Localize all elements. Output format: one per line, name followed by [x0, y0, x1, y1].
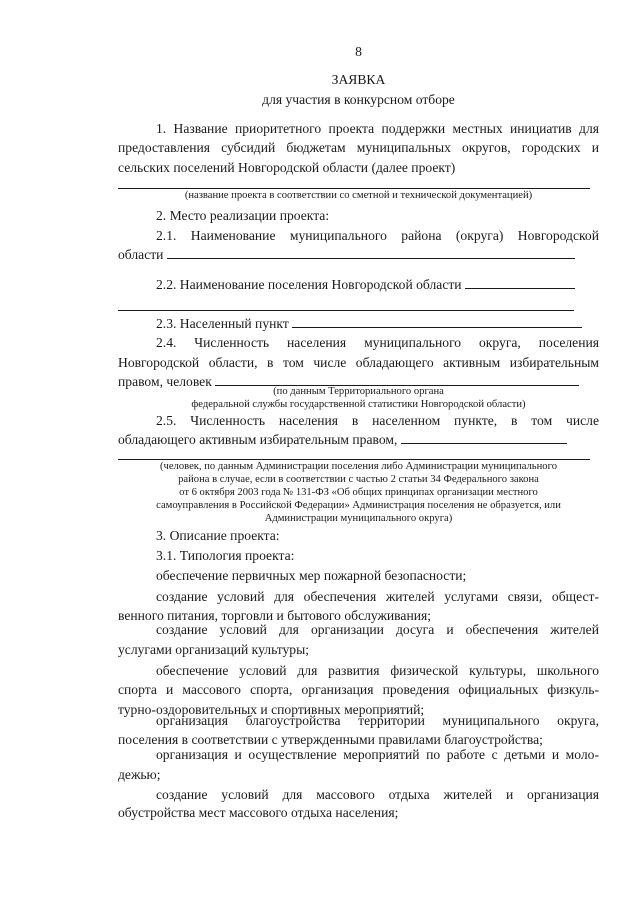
typology-sport-line2: спорта и массового спорта, организация проведения официальных физкуль-	[118, 682, 599, 697]
locality-population-blank-cont	[118, 459, 590, 460]
section3-subheading: 3.1. Типология проекта:	[156, 548, 295, 563]
section1-line1: 1. Название приоритетного проекта поддержки местных инициатив для	[156, 121, 599, 136]
section1-line3: сельских поселений Новгородской области (далее проект)	[118, 160, 456, 175]
typology-fire-safety: обеспечение первичных мер пожарной безопасности;	[156, 568, 467, 583]
typology-services-line2: венного питания, торговли и бытового обслуживания;	[118, 608, 432, 623]
item21-line1: 2.1. Наименование муниципального района (округа) Новгородской	[156, 228, 599, 243]
document-title: ЗАЯВКА	[331, 72, 386, 87]
typology-recreation-line2: обустройства мест массового отдыха населения;	[118, 805, 399, 820]
population-blank	[215, 374, 579, 386]
item22-line	[118, 277, 599, 293]
item25-caption1: (человек, по данным Администрации поселения либо Администрации муниципального	[160, 461, 557, 472]
district-name-blank	[167, 247, 575, 259]
typology-services-line1: создание условий для обеспечения жителей услугами связи, общест-	[156, 589, 599, 604]
item23-line	[118, 316, 599, 332]
typology-sport-line3: турно-оздоровительных и спортивных мероприятий;	[118, 702, 425, 717]
typology-youth-line1: организация и осуществление мероприятий по работе с детьми и моло-	[156, 747, 599, 762]
item24-caption1: (по данным Территориального органа	[273, 386, 444, 397]
locality-blank	[292, 316, 582, 328]
settlement-name-blank	[465, 277, 575, 289]
item25-caption4: самоуправления в Российской Федерации» Администрация поселения не образуется, или	[156, 500, 561, 511]
locality-population-blank	[401, 432, 567, 444]
settlement-name-blank-cont	[118, 310, 574, 311]
typology-youth-line2: дежью;	[118, 767, 161, 782]
item23-label: 2.3. Населенный пункт	[156, 316, 289, 331]
item24-label: правом, человек	[118, 374, 212, 389]
typology-sport-line1: обеспечение условий для развития физической культуры, школьного	[156, 663, 599, 678]
item21-line2	[118, 247, 599, 263]
project-name-caption: (название проекта в соответствии со сметной и технической документацией)	[184, 190, 533, 201]
item21-label: области	[118, 247, 164, 262]
item25-line2	[118, 432, 599, 448]
typology-landscaping-line2: поселения в соответствии с утвержденными правилами благоустройства;	[118, 732, 543, 747]
item25-caption3: от 6 октября 2003 года № 131-ФЗ «Об общих принципах организации местного	[179, 487, 538, 498]
typology-culture-line2: услугами организаций культуры;	[118, 642, 310, 657]
item25-caption5: Администрации муниципального округа)	[264, 513, 453, 524]
item25-line1: 2.5. Численность населения в населенном пункте, в том числе	[156, 413, 599, 428]
typology-culture-line1: создание условий для организации досуга и обеспечения жителей	[156, 622, 599, 637]
section3-heading: 3. Описание проекта:	[156, 528, 280, 543]
typology-landscaping-line1: организация благоустройства территории муниципального округа,	[156, 713, 599, 728]
project-name-blank	[118, 188, 590, 189]
item22-label: 2.2. Наименование поселения Новгородской области	[156, 277, 462, 292]
section2-heading: 2. Место реализации проекта:	[156, 208, 330, 223]
item25-caption2: района в случае, если в соответствии с частью 2 статьи 34 Федерального закона	[178, 474, 539, 485]
typology-recreation-line1: создание условий для массового отдыха жителей и организация	[156, 787, 599, 802]
document-subtitle: для участия в конкурсном отборе	[262, 92, 455, 107]
item24-line2: Новгородской области, в том числе обладающего активным избирательным	[118, 355, 599, 370]
item24-line1: 2.4. Численность населения муниципального округа, поселения	[156, 335, 599, 350]
item24-caption2: федеральной службы государственной статистики Новгородской области)	[191, 399, 526, 410]
item25-label: обладающего активным избирательным правом,	[118, 432, 398, 447]
section1-line2: предоставления субсидий бюджетам муниципальных округов, городских и	[118, 140, 599, 155]
page-number: 8	[355, 44, 362, 59]
